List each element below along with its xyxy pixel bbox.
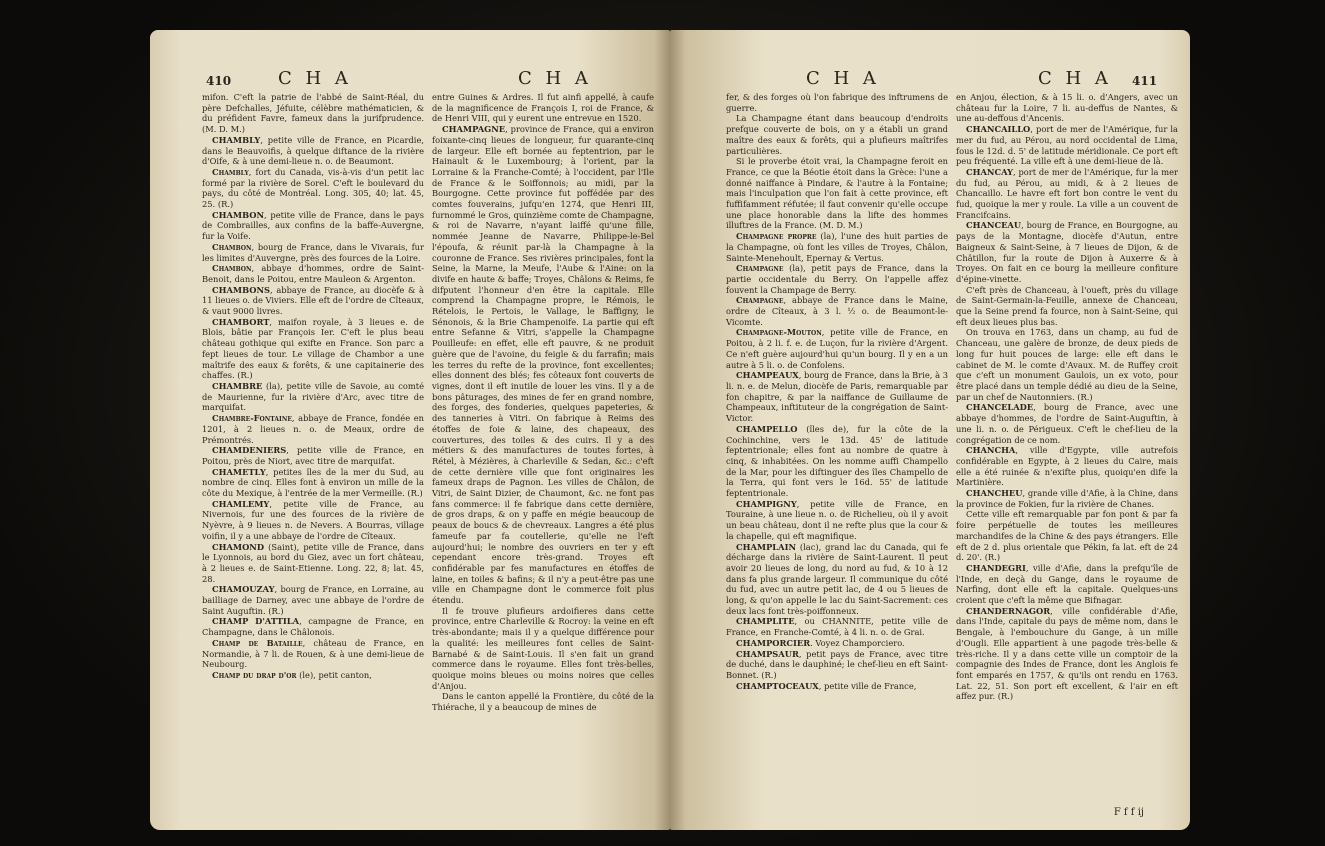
dictionary-entry (202, 499, 424, 542)
dictionary-entry (726, 92, 948, 113)
entry-text: (la), petite ville de Savoie, au comté de Maurienne, fur la rivière d'Arc, avec titre de marquifat. (202, 380, 424, 413)
entry-text: (la), l'une des huit parties de la Champagne, où font les villes de Troyes, Châlon, Sainte-Menehoult, Epernay & Vertus. (726, 231, 948, 263)
entry-text: , province de France, qui a environ foixante-cinq lieues de longueur, fur quarante-cinq de largeur. Elle eft bornée au feptentrion, par le Hainault & le Luxembourg; à l'orient, par la Lorraine & la Franche-Comté; à l'occident, par l'Ile de France & le Soiffonnois; au midi, par la Bourgogne. Cette province fut poffédée par des comtes fouverains, jufqu'en 1274, que Henri III, furnommé le Gros, quinzième comte de Champagne, & roi de Navarre, n'ayant laiffé qu'une fille, nommée Jeanne de Navarre, Philippe-le-Bel l'époufa, & réunit par-là la Champagne à la couronne de France. Ses rivières principales, font la Seine, la Marne, la Meufe, l'Aube & l'Aine: on la divife en haute & baffe; Troyes, Châlons & Reims, fe difputent l'honneur d'en être la capitale. Elle comprend la Champagne propre, le Rémois, le Rételois, le Pertois, le Vallage, le Baffigny, le Sénonois, & la Brie Champenoife. La partie qui eft entre Sefanne & Vitri, s'appelle la Champagne Pouilleufe: en effet, elle eft pauvre, & ne produit guère que de l'avoine, du feigle & du farrafin; mais les terres du refte de la province, font excellentes; elles donnent des blés; fes côteaux font couverts de vignes, dont il eft inutile de louer les vins. Il y a de bons pâturages, des mines de fer en grand nombre, des forges, des fonderies, quelques papeteries, & des tanneries à Vitri. On fabrique à Reims des étoffes de foie & laine, des chapeaux, des couvertures, des toiles & des cuirs. Il y a des métiers & des manufactures de toutes fortes, à Rétel, à Mézières, à Charleville & Sedan, &c.: c'eft de cette dernière ville que font originaires les fameux draps de Pagnon. Les villes de Châlon, de Vitri, de Saint Dizier, de Chaumont, &c. ne font pas fans commerce: il fe fabrique dans cette dernière, de gros draps, & on y paffe en mégie beaucoup de peaux de boucs & de chevreaux. Langres a été plus fameufe par fa coutellerie, qu'elle ne l'eft aujourd'hui; le nombre des ouvriers en ter y eft cependant encore très-grand. Troyes eft confidérable par fes manufactures en étoffes de laine, en toiles & bafins; & il n'y a peut-être pas une ville en Champagne dont le commerce foit plus étendu. (432, 124, 654, 606)
entry-headword: Chambre-Fontaine (212, 413, 292, 424)
dictionary-entry (956, 220, 1178, 284)
dictionary-entry (432, 92, 654, 124)
entry-text: On trouva en 1763, dans un champ, au fud de Chanceau, une galère de bronze, de deux pieds de long fur huit pouces de large: elle eft dans le cabinet de M. le comte d'Avaux. M. de Ruffey croit que c'eft un monument Gaulois, un ex voto, pour être placé dans un temple dédié au dieu de la Seine, par un chef de Nautonniers. (R.) (956, 327, 1178, 402)
entry-text: , abbaye de France, fondée en 1201, à 2 lieues n. o. de Meaux, ordre de Prémontrés. (202, 413, 424, 445)
entry-text: , petites îles de la mer du Sud, au nombre de cinq. Elles font à environ un mille de la côte du Mexique, à l'entrée de la mer Vermeille. (R.) (202, 466, 424, 499)
dictionary-entry (202, 210, 424, 242)
entry-text: , port de mer de l'Amérique, fur la mer du fud, au Pérou, au nord occidental de Lima, fous le 12d. d. 5' de latitude méridionale. Ce port eft peu fréquenté. La ville eft à une demi-lieue de là. (956, 124, 1178, 167)
entry-headword: Champagne (736, 263, 784, 274)
entry-text: (îles de), fur la côte de la Cochinchine, vers le 13d. 45' de latitude feptentrionale; elles font au nombre de quatre à cinq, & inhabitées. On les nomme auffi Champello de la Mar, pour les diftinguer des îles Champello de la Terra, qui font vers le 16d. 55' de latitude feptentrionale. (726, 423, 948, 499)
entry-text: , port de mer de l'Amérique, fur la mer du fud, au Pérou, au midi, & à 2 lieues de Chancaillo. Le havre eft fort bon contre le vent du fud, quoique la mer y roule. La ville a un couvent de Francifcains. (956, 166, 1178, 220)
entry-headword: CHAMPIGNY (736, 498, 797, 509)
entry-headword: CHAMDENIERS (212, 445, 287, 456)
dictionary-entry (202, 381, 424, 413)
dictionary-entry (726, 113, 948, 156)
dictionary-entry (726, 156, 948, 231)
entry-text: , petite ville de France, en Picardie, dans le Beauvoifis, à quelque diftance de la rivière d'Oife, & à une demi-lieue n. o. de Beaumont. (202, 134, 424, 167)
dictionary-entry (726, 370, 948, 424)
dictionary-entry (202, 445, 424, 466)
entry-headword: CHAMP D'ATTILA (212, 616, 300, 627)
entry-headword: CHAMPTOCEAUX (736, 680, 819, 691)
entry-text: , bourg de France, en Bourgogne, au pays de la Montagne, diocèfe d'Autun, entre Baigneux & Saint-Seine, à 7 lieues de Dijon, & de Châtillon, fur la route de Dijon à Auxerre & à Troyes. On fait en ce bourg la meilleure confiture d'épine-vinette. (956, 220, 1178, 284)
entry-text: , ville d'Afie, dans la prefqu'île de l'Inde, en deçà du Gange, dans le royaume de Narfing, dont elle eft la capitale. Quelques-uns croient que c'eft la même que Bifnagar. (956, 562, 1178, 606)
entry-headword: Champ du drap d'or (212, 669, 297, 680)
entry-text: , petite ville de France, dans le pays de Combrailles, aux confins de la baffe-Auvergne, fur la Voife. (202, 209, 424, 242)
entry-text: entre Guines & Ardres. Il fut ainfi appellé, à caufe de la magnificence de François I, roi de France, & de Henri VIII, qui y eurent une entrevue en 1520. (432, 92, 654, 124)
dictionary-entry (726, 231, 948, 263)
entry-headword: CHAMPELLO (736, 423, 798, 434)
dictionary-entry (956, 285, 1178, 328)
left-page-column-1 (202, 92, 424, 681)
entry-headword: Champ de Bataille (212, 637, 303, 648)
right-page-column-2 (956, 92, 1178, 702)
right-page (670, 30, 1190, 830)
dictionary-entry (202, 263, 424, 284)
entry-headword: Chambon (212, 241, 252, 252)
entry-text: , petite ville de France, en Poitou, à 2 li. f. e. de Luçon, fur la rivière d'Argent. Ce n'eft guère aujourd'hui qu'un bourg. Il y en a un autre à 5 li. o. de Confolens. (726, 327, 948, 370)
right-page-column-1 (726, 92, 948, 691)
running-head-left-col1: C H A (278, 68, 352, 89)
dictionary-entry (956, 124, 1178, 167)
entry-headword: CHAMPLAIN (736, 541, 797, 552)
dictionary-entry (956, 92, 1178, 124)
entry-headword: CHAMOND (212, 541, 265, 552)
entry-headword: Champagne propre (736, 231, 817, 242)
entry-text: , grande ville d'Afie, à la Chine, dans la province de Fokien, fur la rivière de Chanes. (956, 488, 1178, 509)
dictionary-entry (726, 424, 948, 499)
entry-text: (la), petit pays de France, dans la partie occidentale du Berry. On l'appelle affez fouvent la Champage de Berry. (726, 263, 948, 295)
dictionary-entry (956, 327, 1178, 402)
dictionary-entry (202, 584, 424, 616)
entry-headword: CHANCAY (966, 166, 1014, 177)
dictionary-entry (726, 649, 948, 681)
entry-text: en Anjou, élection, & à 15 li. o. d'Angers, avec un château fur la Loire, 7 li. au-deffus de Nantes, & une au-deffous d'Ancenis. (956, 92, 1178, 124)
entry-headword: CHAMPEAUX (736, 370, 799, 381)
dictionary-entry (726, 263, 948, 295)
entry-headword: CHAMPLITE (736, 616, 795, 627)
page-number-left: 410 (206, 74, 232, 88)
page-number-right: 411 (1132, 74, 1158, 88)
dictionary-entry (956, 509, 1178, 563)
left-page (150, 30, 670, 830)
dictionary-entry (956, 402, 1178, 445)
dictionary-entry (726, 616, 948, 637)
entry-text: , abbaye de France, au diocèfe & à 11 lieues o. de Viviers. Elle eft de l'ordre de Cîteaux, & vaut 9000 livres. (202, 284, 424, 317)
entry-headword: Chambly (212, 166, 249, 177)
entry-text: , abbaye d'hommes, ordre de Saint-Benoit, dans le Poitou, entre Mauleon & Argenton. (202, 263, 424, 284)
entry-text: , bourg de France, dans le Vivarais, fur les limites d'Auvergne, près des fources de la Loire. (202, 241, 424, 263)
entry-text: , bourg de France, avec une abbaye d'hommes, de l'ordre de Saint-Auguftin, à une li. n. o. de Périgueux. C'eft le chef-lieu de la congrégation de ce nom. (956, 402, 1178, 445)
entry-headword: CHANCEAU (966, 220, 1022, 231)
entry-text: (Saint), petite ville de France, dans le Lyonnois, au bord du Giez, avec un fort château, à 2 lieues e. de Saint-Etienne. Long. 22, 8; lat. 45, 28. (202, 541, 424, 584)
entry-headword: CHAMBLY (212, 134, 261, 145)
entry-headword: CHANCHA (966, 445, 1016, 456)
entry-text: La Champagne étant dans beaucoup d'endroits prefque couverte de bois, on y a établi un grand maître des eaux & forêts, qui a plufieurs maîtrifes particulières. (726, 113, 948, 156)
dictionary-entry (202, 638, 424, 670)
entry-text: , fort du Canada, vis-à-vis d'un petit lac formé par la rivière de Sorel. C'eft le boulevard du pays, du côté de Montréal. Long. 305, 40; lat. 45, 25. (R.) (202, 166, 424, 210)
entry-text: Cette ville eft remarquable par fon pont & par fa foire perpétuelle de toutes les meilleures marchandifes de la Chine & des pays étrangers. Elle eft de 2 d. plus orientale que Pékin, fa lat. eft de 24 d. 20'. (R.) (956, 509, 1178, 563)
entry-headword: CHANCELADE (966, 402, 1034, 413)
entry-headword: CHAMBRE (212, 380, 263, 391)
entry-headword: CHAMPORCIER (736, 637, 811, 648)
dictionary-entry (202, 135, 424, 167)
dictionary-entry (202, 413, 424, 445)
signature-mark: F f f ij (1113, 807, 1144, 818)
dictionary-entry (202, 285, 424, 317)
entry-text: , petite ville de France, en Poitou, près de Niort, avec titre de marquifat. (202, 445, 424, 466)
dictionary-entry (956, 445, 1178, 488)
entry-text: , bourg de France, dans la Brie, à 3 li. n. e. de Melun, diocèfe de Paris, remarquable par fon chapitre, & par la naiffance de Guillaume de Champeaux, inftituteur de la congrégation de Saint-Victor. (726, 370, 948, 424)
left-page-column-2 (432, 92, 654, 713)
entry-headword: CHAMLEMY (212, 498, 270, 509)
entry-text: . Voyez Champorciero. (810, 637, 905, 648)
dictionary-entry (432, 691, 654, 712)
entry-text: Il fe trouve plufieurs ardoifieres dans cette province, entre Charleville & Rocroy: la veine en eft très-abondante; mais il y a quelque différence pour la qualité: les meilleures font celles de Saint-Barnabé & de Saint-Louis. Il s'en fait un grand commerce dans le royaume. Elles font très-belles, quoique moins bleues ou moins noires que celles d'Anjou. (432, 605, 654, 691)
entry-text: , petite ville de France, en Touraine, à une lieue n. o. de Richelieu, où il y avoit un beau château, dont il ne refte plus que la cour & la chapelle, qui eft magnifique. (726, 498, 948, 541)
dictionary-entry (726, 499, 948, 542)
entry-text: mifon. C'eft la patrie de l'abbé de Saint-Réal, du père Defchalles, Jéfuite, célèbre mathématicien, & du préfident Favre, fameux dans la jurifprudence. (M. D. M.) (202, 92, 424, 135)
dictionary-entry (432, 606, 654, 692)
dictionary-entry (202, 317, 424, 381)
entry-text: C'eft près de Chanceau, à l'oueft, près du village de Saint-Germain-la-Feuille, annexe de Chanceau, que la Seine prend fa fource, non à Saint-Seine, qui eft deux lieues plus bas. (956, 284, 1178, 327)
entry-headword: CHAMOUZAY (212, 584, 275, 595)
entry-text: , campagne de France, en Champagne, dans le Châlonois. (202, 616, 424, 638)
dictionary-entry (726, 681, 948, 692)
entry-text: , ville confidérable d'Afie, dans l'Inde, capitale du pays de même nom, dans le Bengale, à l'embouchure du Gange, à un mille d'Ougli. Elle appartient à une pagode très-belle & très-riche. Il y a dans cette ville un comptoir de la compagnie des Indes de France, dont les Anglois fe font emparés en 1757, & qu'ils ont rendu en 1763. Lat. 22, 51. Son port eft excellent, & l'air en eft affez pur. (R.) (956, 605, 1178, 702)
entry-text: , bourg de France, en Lorraine, au bailliage de Darney, avec une abbaye de l'ordre de Saint Auguftin. (R.) (202, 584, 424, 616)
running-head-right-col2: C H A (1038, 68, 1112, 89)
entry-text: (lac), grand lac du Canada, qui fe décharge dans la rivière de Saint-Laurent. Il peut avoir 20 lieues de long, du nord au fud, & 10 à 12 dans fa plus grande largeur. Il communique du côté du fud, avec un autre petit lac, de 4 ou 5 lieues de long, & qu'on appelle le lac du Saint-Sacrement: ces deux lacs font très-poiffonneux. (726, 541, 948, 616)
dictionary-entry (956, 488, 1178, 509)
entry-text: Dans le canton appellé la Frontière, du côté de la Thiérache, il y a beaucoup de mines de (432, 691, 654, 713)
dictionary-entry (726, 295, 948, 327)
entry-text: , petit pays de France, avec titre de duché, dans le dauphiné; le chef-lieu en eft Saint-Bonnet. (R.) (726, 648, 948, 680)
entry-headword: CHAMPAGNE (442, 124, 506, 135)
dictionary-entry (956, 606, 1178, 702)
entry-headword: CHANDEGRI (966, 562, 1026, 573)
dictionary-entry (956, 563, 1178, 606)
entry-text: , ville d'Egypte, ville autrefois confidérable en Egypte, à 2 lieues du Caire, mais elle a été ruinée & n'exifte plus, quoiqu'en dife la Martinière. (956, 445, 1178, 488)
entry-text: fer, & des forges où l'on fabrique des inftrumens de guerre. (726, 92, 948, 113)
entry-headword: Champagne (736, 295, 784, 306)
entry-headword: Champagne-Mouton (736, 327, 822, 338)
dictionary-entry (202, 167, 424, 210)
dictionary-entry (202, 670, 424, 681)
running-head-left-col2: C H A (518, 68, 592, 89)
dictionary-entry (726, 542, 948, 617)
dictionary-entry (202, 467, 424, 499)
entry-text: , abbaye de France dans le Maine, ordre de Cîteaux, à 3 l. ½ o. de Beaumont-le-Vicomte. (726, 295, 948, 327)
entry-headword: CHAMBORT (212, 316, 270, 327)
dictionary-entry (202, 92, 424, 135)
running-head-right-col1: C H A (806, 68, 880, 89)
dictionary-entry (202, 542, 424, 585)
entry-headword: CHANDERNAGOR (966, 605, 1051, 616)
entry-headword: CHANCAILLO (966, 124, 1031, 135)
entry-headword: CHANCHEU (966, 488, 1023, 499)
entry-text: , maifon royale, à 3 lieues e. de Blois, bâtie par François Ier. C'eft le plus beau château gothique qui exifte en France. Son parc a fept lieues de tour. Le village de Chambor a une maîtrife des eaux & forêts, & une capitainerie des chaffes. (R.) (202, 316, 424, 381)
entry-headword: CHAMETLY (212, 466, 266, 477)
dictionary-entry (432, 124, 654, 606)
dictionary-entry (202, 242, 424, 263)
entry-headword: CHAMPSAUR (736, 648, 799, 659)
entry-headword: CHAMBON (212, 209, 265, 220)
entry-headword: CHAMBONS (212, 284, 271, 295)
entry-text: , ou CHANNITE, petite ville de France, en Franche-Comté, à 4 li. n. o. de Grai. (726, 616, 948, 638)
entry-text: , petite ville de France, au Nivernois, fur une des fources de la rivière de Nyèvre, à 9 lieues n. de Nevers. A Bourras, village voifin, il y a une abbaye de l'ordre de Cîteaux. (202, 498, 424, 541)
entry-text: , petite ville de France, (818, 680, 917, 691)
entry-text: Si le proverbe étoit vrai, la Champagne feroit en France, ce que la Béotie étoit dans la Grèce: l'une a donné naiffance à Pindare, & l'autre à la Fontaine; mais l'inculpation que l'on fait à cette province, eft fuffifamment réfutée; il faut convenir qu'elle occupe une place honorable dans la lifte des hommes illuftres de la France. (M. D. M.) (726, 156, 948, 231)
entry-headword: Chambon (212, 263, 252, 274)
entry-text: , château de France, en Normandie, à 7 li. de Rouen, & à une demi-lieue de Neubourg. (202, 637, 424, 670)
entry-text: (le), petit canton, (296, 669, 372, 680)
dictionary-entry (726, 638, 948, 649)
dictionary-entry (726, 327, 948, 370)
dictionary-entry (202, 616, 424, 637)
dictionary-entry (956, 167, 1178, 221)
